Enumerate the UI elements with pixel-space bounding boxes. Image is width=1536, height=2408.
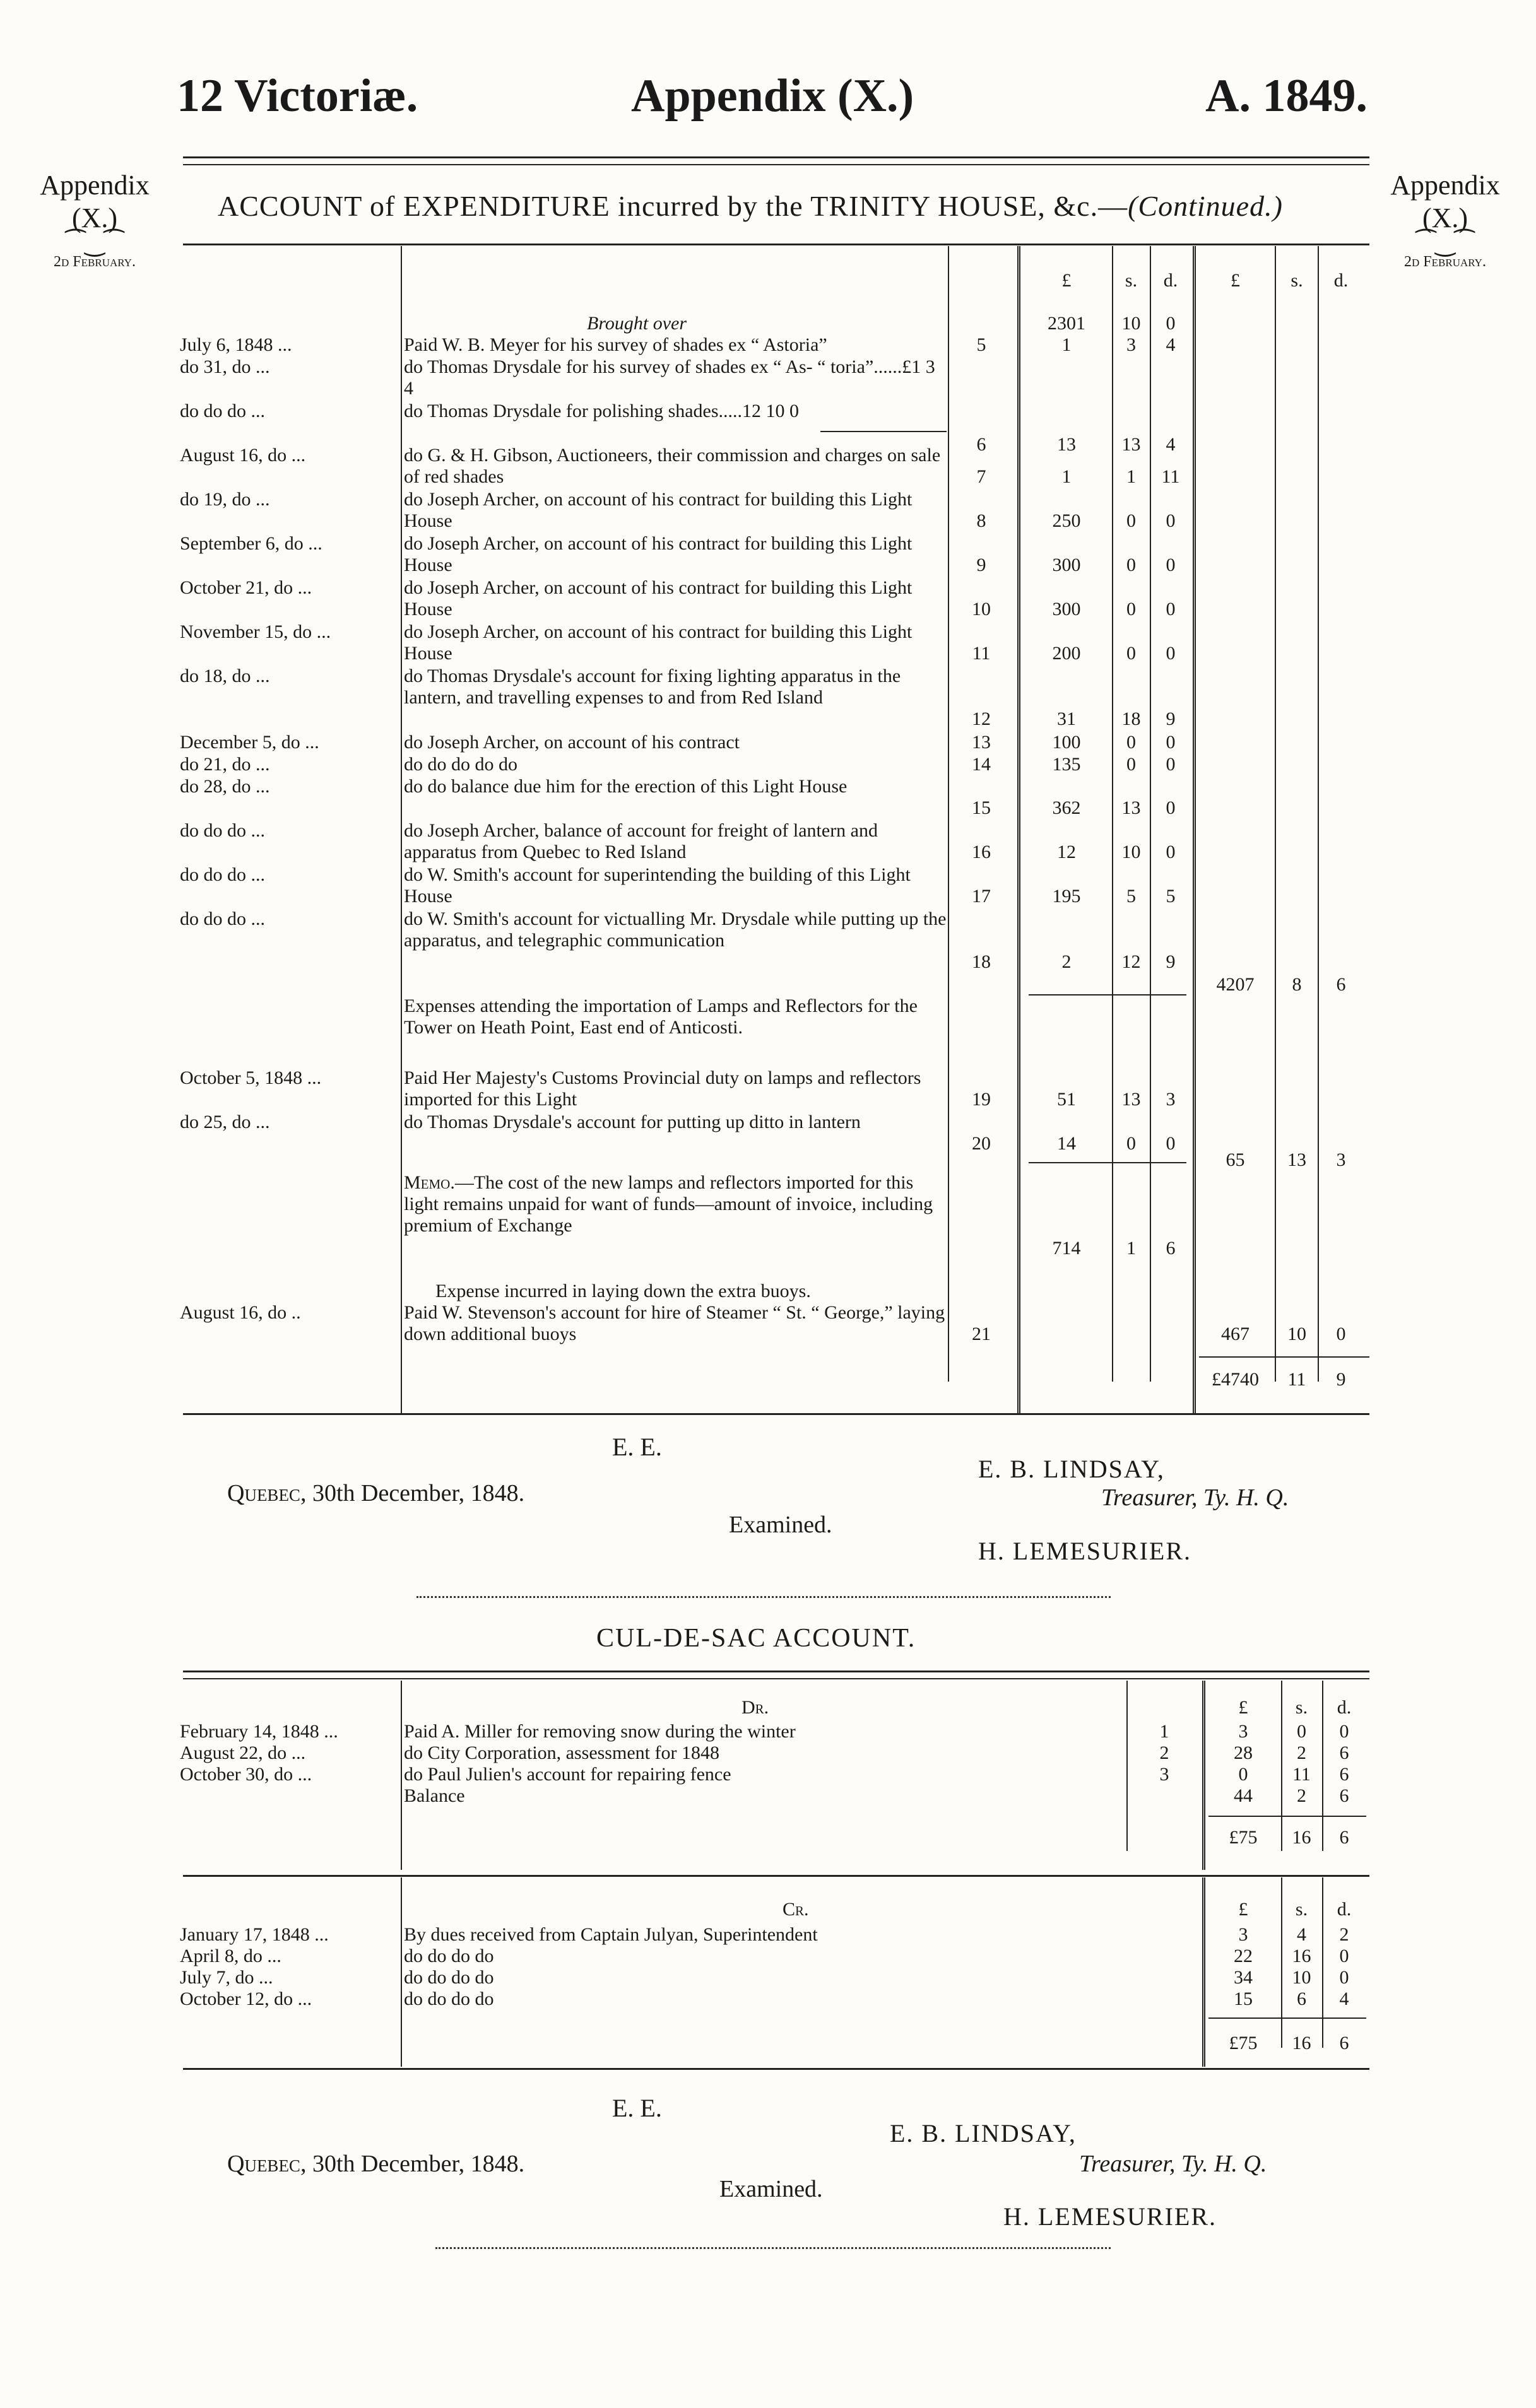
row-description: do Thomas Drysdale for polishing shades.....12 10 0: [404, 401, 800, 421]
amount-pounds: 51: [1057, 1089, 1076, 1110]
signatory-role: Treasurer, Ty. H. Q.: [1101, 1484, 1289, 1511]
amount-pence: 0: [1166, 732, 1176, 753]
dr-total: 16: [1292, 1827, 1311, 1848]
amount-pounds: 15: [1234, 1988, 1253, 2009]
col-header: d.: [1333, 270, 1349, 291]
amount-pence: 4: [1166, 434, 1176, 455]
subtotal: 8: [1292, 974, 1302, 995]
row-description: do Thomas Drysdale for his survey of shades ex “ As- “ toria”......£1 3 4: [404, 356, 935, 399]
amount-pence: 0: [1166, 754, 1176, 775]
voucher-no: 11: [972, 643, 991, 664]
signatory: H. LEMESURIER.: [1003, 2202, 1217, 2231]
row-date: do do do ...: [180, 908, 265, 929]
row-description: do Joseph Archer, on account of his contract for building this Light House: [404, 577, 913, 620]
col-header: £: [1231, 270, 1240, 291]
voucher-no: 9: [976, 555, 986, 575]
voucher-no: 18: [972, 951, 991, 972]
row-date: October 12, do ...: [180, 1988, 312, 2009]
voucher-no: 8: [976, 510, 986, 531]
row-date: January 17, 1848 ...: [180, 1924, 329, 1945]
header-right: A. 1849.: [1205, 70, 1368, 122]
row-description: do City Corporation, assessment for 1848: [404, 1742, 719, 1763]
row-description: do Joseph Archer, on account of his contract for building this Light House: [404, 489, 913, 531]
subtotal: 13: [1287, 1149, 1306, 1170]
amount-pence: 0: [1166, 842, 1176, 862]
voucher-no: 2: [1159, 1742, 1169, 1763]
amount-shillings: 10: [1121, 842, 1141, 862]
amount-pence: 6: [1339, 1742, 1349, 1763]
row-date: July 7, do ...: [180, 1967, 273, 1988]
margin-left: [25, 169, 164, 271]
amount-pounds: 300: [1052, 555, 1081, 575]
amount-pounds: 44: [1234, 1785, 1253, 1806]
row-description: do G. & H. Gibson, Auctioneers, their commission and charges on sale of red shades: [404, 445, 941, 487]
amount-pounds: 195: [1052, 886, 1081, 907]
margin-right: [1369, 169, 1521, 271]
amount-shillings: 11: [1292, 1764, 1311, 1785]
row-date: do do do ...: [180, 401, 265, 421]
amount-pence: 0: [1166, 599, 1176, 620]
row-date: do 25, do ...: [180, 1112, 270, 1132]
amount-pence: 0: [1166, 510, 1176, 531]
amount-pounds: 250: [1052, 510, 1081, 531]
row-date: do 31, do ...: [180, 356, 270, 377]
amount-pounds: 0: [1238, 1764, 1248, 1785]
amount-pounds: 28: [1234, 1742, 1253, 1763]
amount-pence: 4: [1166, 334, 1176, 355]
row-date: do 21, do ...: [180, 754, 270, 775]
place-date: Quebec, 30th December, 1848.: [227, 2151, 525, 2177]
voucher-no: 20: [972, 1133, 991, 1154]
row-description: do Joseph Archer, on account of his contract: [404, 732, 740, 753]
examined: Examined.: [729, 1512, 832, 1538]
brought-over: Brought over: [587, 313, 687, 334]
amount-pence: 6: [1339, 1785, 1349, 1806]
row-description: do Joseph Archer, balance of account for freight of lantern and apparatus from Quebec to Red Island: [404, 820, 878, 862]
subtotal: 3: [1336, 1149, 1346, 1170]
voucher-no: 16: [972, 842, 991, 862]
amount-shillings: 10: [1292, 1967, 1311, 1988]
voucher-no: 19: [972, 1089, 991, 1110]
row-date: November 15, do ...: [180, 621, 331, 642]
flourish-icon: ⁀‿⁀: [66, 230, 124, 257]
col-header: £: [1238, 1697, 1248, 1718]
amount-pounds: 12: [1057, 842, 1076, 862]
amount-shillings: 0: [1126, 599, 1136, 620]
amount: 10: [1121, 313, 1141, 334]
dr-total: £75: [1229, 1827, 1258, 1848]
row-date: August 16, do ...: [180, 445, 306, 466]
row-date: December 5, do ...: [180, 732, 319, 753]
voucher-no: 6: [976, 434, 986, 455]
margin-label: Appendix: [1390, 170, 1500, 201]
row-description: do do balance due him for the erection of this Light House: [404, 776, 848, 797]
col-header: £: [1238, 1899, 1248, 1920]
lamps-heading: Expenses attending the importation of Lamps and Reflectors for the Tower on Heath Point, East end of Anticosti.: [404, 996, 918, 1038]
row-description: do Joseph Archer, on account of his contract for building this Light House: [404, 533, 913, 575]
voucher-no: 12: [972, 708, 991, 729]
amount-pounds: 300: [1052, 599, 1081, 620]
row-description: Paid Her Majesty's Customs Provincial duty on lamps and reflectors imported for this Light: [404, 1067, 921, 1110]
voucher-no: 21: [972, 1324, 991, 1344]
row-date: do do do ...: [180, 820, 265, 841]
row-description: Paid W. B. Meyer for his survey of shades ex “ Astoria”: [404, 334, 827, 355]
row-date: do 19, do ...: [180, 489, 270, 510]
grand-total: £4740: [1212, 1369, 1259, 1390]
row-description: do W. Smith's account for superintending the building of this Light House: [404, 864, 911, 907]
account-title: ACCOUNT of EXPENDITURE incurred by the TRINITY HOUSE, &c.—(Continued.): [218, 190, 1283, 222]
voucher-no: 15: [972, 797, 991, 818]
voucher-no: 14: [972, 754, 991, 775]
voucher-no: 10: [972, 599, 991, 620]
amount-shillings: 0: [1126, 732, 1136, 753]
amount-shillings: 12: [1121, 951, 1141, 972]
amount-shillings: 0: [1126, 643, 1136, 664]
row-description: do do do do do: [404, 754, 517, 775]
amount-pounds: 31: [1057, 708, 1076, 729]
amount-shillings: 13: [1121, 1089, 1141, 1110]
amount-shillings: 13: [1121, 797, 1141, 818]
amount-pence: 6: [1339, 1764, 1349, 1785]
row-description: do do do do: [404, 1967, 494, 1988]
amount-shillings: 2: [1297, 1785, 1306, 1806]
amount-shillings: 0: [1126, 555, 1136, 575]
amount-pounds: 200: [1052, 643, 1081, 664]
amount-pence: 4: [1339, 1988, 1349, 2009]
row-description: By dues received from Captain Julyan, Superintendent: [404, 1924, 818, 1945]
row-description: do Paul Julien's account for repairing fence: [404, 1764, 731, 1785]
place-date: Quebec, 30th December, 1848.: [227, 1480, 525, 1506]
signatory: H. LEMESURIER.: [978, 1537, 1191, 1565]
col-header: d.: [1163, 270, 1178, 291]
amount-pence: 0: [1166, 555, 1176, 575]
margin-date: 2d February.: [1404, 254, 1486, 270]
amount: 0: [1166, 313, 1176, 334]
cr-total: £75: [1229, 2033, 1258, 2053]
dr-total: 6: [1339, 1827, 1349, 1848]
row-description: do Thomas Drysdale's account for fixing lighting apparatus in the lantern, and travelling expenses to and from Red Island: [404, 666, 901, 708]
amount-pounds: 22: [1234, 1946, 1253, 1966]
amount: 6: [1166, 1238, 1176, 1259]
amount-shillings: 0: [1126, 1133, 1136, 1154]
col-header: s.: [1125, 270, 1138, 291]
amount-pence: 3: [1166, 1089, 1176, 1110]
cr-total: 16: [1292, 2033, 1311, 2053]
amount-shillings: 2: [1297, 1742, 1306, 1763]
amount-shillings: 4: [1297, 1924, 1306, 1945]
col-header: s.: [1295, 1899, 1308, 1920]
amount-pounds: 2: [1061, 951, 1072, 972]
row-description: do do do do: [404, 1988, 494, 2009]
culdesac-title: CUL-DE-SAC ACCOUNT.: [596, 1624, 916, 1653]
margin-label: Appendix: [40, 170, 150, 201]
amount-pounds: 13: [1057, 434, 1076, 455]
col-header: £: [1061, 270, 1072, 291]
col-header: s.: [1295, 1697, 1308, 1718]
amount: 2301: [1048, 313, 1085, 334]
amount-pounds: 3: [1238, 1924, 1248, 1945]
voucher-no: 7: [976, 466, 986, 487]
voucher-no: 13: [972, 732, 991, 753]
subtotal: 6: [1336, 974, 1346, 995]
col-header: s.: [1291, 270, 1303, 291]
voucher-no: 3: [1159, 1764, 1169, 1785]
amount: 1: [1126, 1238, 1136, 1259]
row-date: April 8, do ...: [180, 1946, 281, 1966]
voucher-no: 17: [972, 886, 991, 907]
margin-date: 2d February.: [54, 254, 136, 270]
flourish-icon: ⁀‿⁀: [1416, 230, 1474, 257]
row-date: do 18, do ...: [180, 666, 270, 686]
examined: Examined.: [719, 2176, 823, 2202]
amount-shillings: 6: [1297, 1988, 1306, 2009]
subtotal: 10: [1287, 1324, 1306, 1344]
row-date: October 21, do ...: [180, 577, 312, 598]
amount-pence: 0: [1166, 643, 1176, 664]
amount-pence: 2: [1339, 1924, 1349, 1945]
amount-pounds: 1: [1061, 466, 1072, 487]
grand-total: 9: [1336, 1369, 1346, 1390]
dr-label: Dr.: [741, 1697, 769, 1718]
subtotal: 65: [1226, 1149, 1245, 1170]
amount: 714: [1052, 1238, 1081, 1259]
row-description: do W. Smith's account for victualling Mr. Drysdale while putting up the apparatus, and telegraphic communication: [404, 908, 947, 951]
amount-pence: 11: [1161, 466, 1180, 487]
cr-label: Cr.: [783, 1899, 809, 1920]
amount-shillings: 3: [1126, 334, 1136, 355]
grand-total: 11: [1287, 1369, 1306, 1390]
buoys-text: Paid W. Stevenson's account for hire of Steamer “ St. “ George,” laying down additional buoys: [404, 1302, 945, 1344]
signatory: E. B. LINDSAY,: [978, 1455, 1165, 1483]
margin-x: (X.): [71, 203, 118, 233]
amount-pounds: 34: [1234, 1967, 1253, 1988]
amount-pence: 0: [1166, 797, 1176, 818]
amount-pence: 0: [1339, 1721, 1349, 1742]
amount-pounds: 1: [1061, 334, 1072, 355]
amount-pence: 0: [1339, 1946, 1349, 1966]
row-date: February 14, 1848 ...: [180, 1721, 338, 1742]
cr-total: 6: [1339, 2033, 1349, 2053]
col-header: d.: [1337, 1899, 1352, 1920]
amount-shillings: 0: [1297, 1721, 1306, 1742]
signatory-role: Treasurer, Ty. H. Q.: [1079, 2151, 1267, 2177]
amount-pounds: 100: [1052, 732, 1081, 753]
row-description: do Joseph Archer, on account of his contract for building this Light House: [404, 621, 913, 664]
buoys-date: August 16, do ..: [180, 1302, 301, 1323]
amount-shillings: 13: [1121, 434, 1141, 455]
row-date: do 28, do ...: [180, 776, 270, 797]
amount-shillings: 0: [1126, 510, 1136, 531]
col-header: d.: [1337, 1697, 1352, 1718]
signatory: E. B. LINDSAY,: [890, 2119, 1077, 2147]
amount-shillings: 16: [1292, 1946, 1311, 1966]
amount-pounds: 3: [1238, 1721, 1248, 1742]
row-description: Paid A. Miller for removing snow during the winter: [404, 1721, 796, 1742]
row-date: do do do ...: [180, 864, 265, 885]
subtotal: 0: [1336, 1324, 1346, 1344]
memo: Memo.—The cost of the new lamps and reflectors imported for this light remains unpaid for want of funds—amount of invoice, including premium of Exchange: [404, 1172, 933, 1236]
row-date: August 22, do ...: [180, 1742, 306, 1763]
voucher-no: 1: [1159, 1721, 1169, 1742]
header-center: Appendix (X.): [631, 70, 914, 122]
voucher-no: 5: [976, 334, 986, 355]
subtotal: 4207: [1216, 974, 1255, 995]
ee: E. E.: [612, 2094, 662, 2122]
amount-pence: 9: [1166, 708, 1176, 729]
header-left: 12 Victoriæ.: [177, 70, 418, 122]
amount-shillings: 18: [1121, 708, 1141, 729]
subtotal: 467: [1221, 1324, 1249, 1344]
row-description: Balance: [404, 1785, 465, 1806]
row-date: October 30, do ...: [180, 1764, 312, 1785]
row-description: do do do do: [404, 1946, 494, 1966]
amount-pence: 0: [1339, 1967, 1349, 1988]
amount-pounds: 135: [1052, 754, 1081, 775]
margin-x: (X.): [1422, 203, 1468, 233]
row-description: do Thomas Drysdale's account for putting up ditto in lantern: [404, 1112, 861, 1132]
row-date: October 5, 1848 ...: [180, 1067, 322, 1088]
row-date: July 6, 1848 ...: [180, 334, 292, 355]
buoys-heading: Expense incurred in laying down the extra buoys.: [435, 1281, 811, 1301]
row-date: September 6, do ...: [180, 533, 322, 554]
amount-pounds: 14: [1057, 1133, 1076, 1154]
ee: E. E.: [612, 1433, 662, 1461]
amount-pence: 0: [1166, 1133, 1176, 1154]
amount-pence: 5: [1166, 886, 1176, 907]
amount-shillings: 5: [1126, 886, 1136, 907]
amount-shillings: 1: [1126, 466, 1136, 487]
amount-shillings: 0: [1126, 754, 1136, 775]
amount-pounds: 362: [1052, 797, 1081, 818]
amount-pence: 9: [1166, 951, 1176, 972]
